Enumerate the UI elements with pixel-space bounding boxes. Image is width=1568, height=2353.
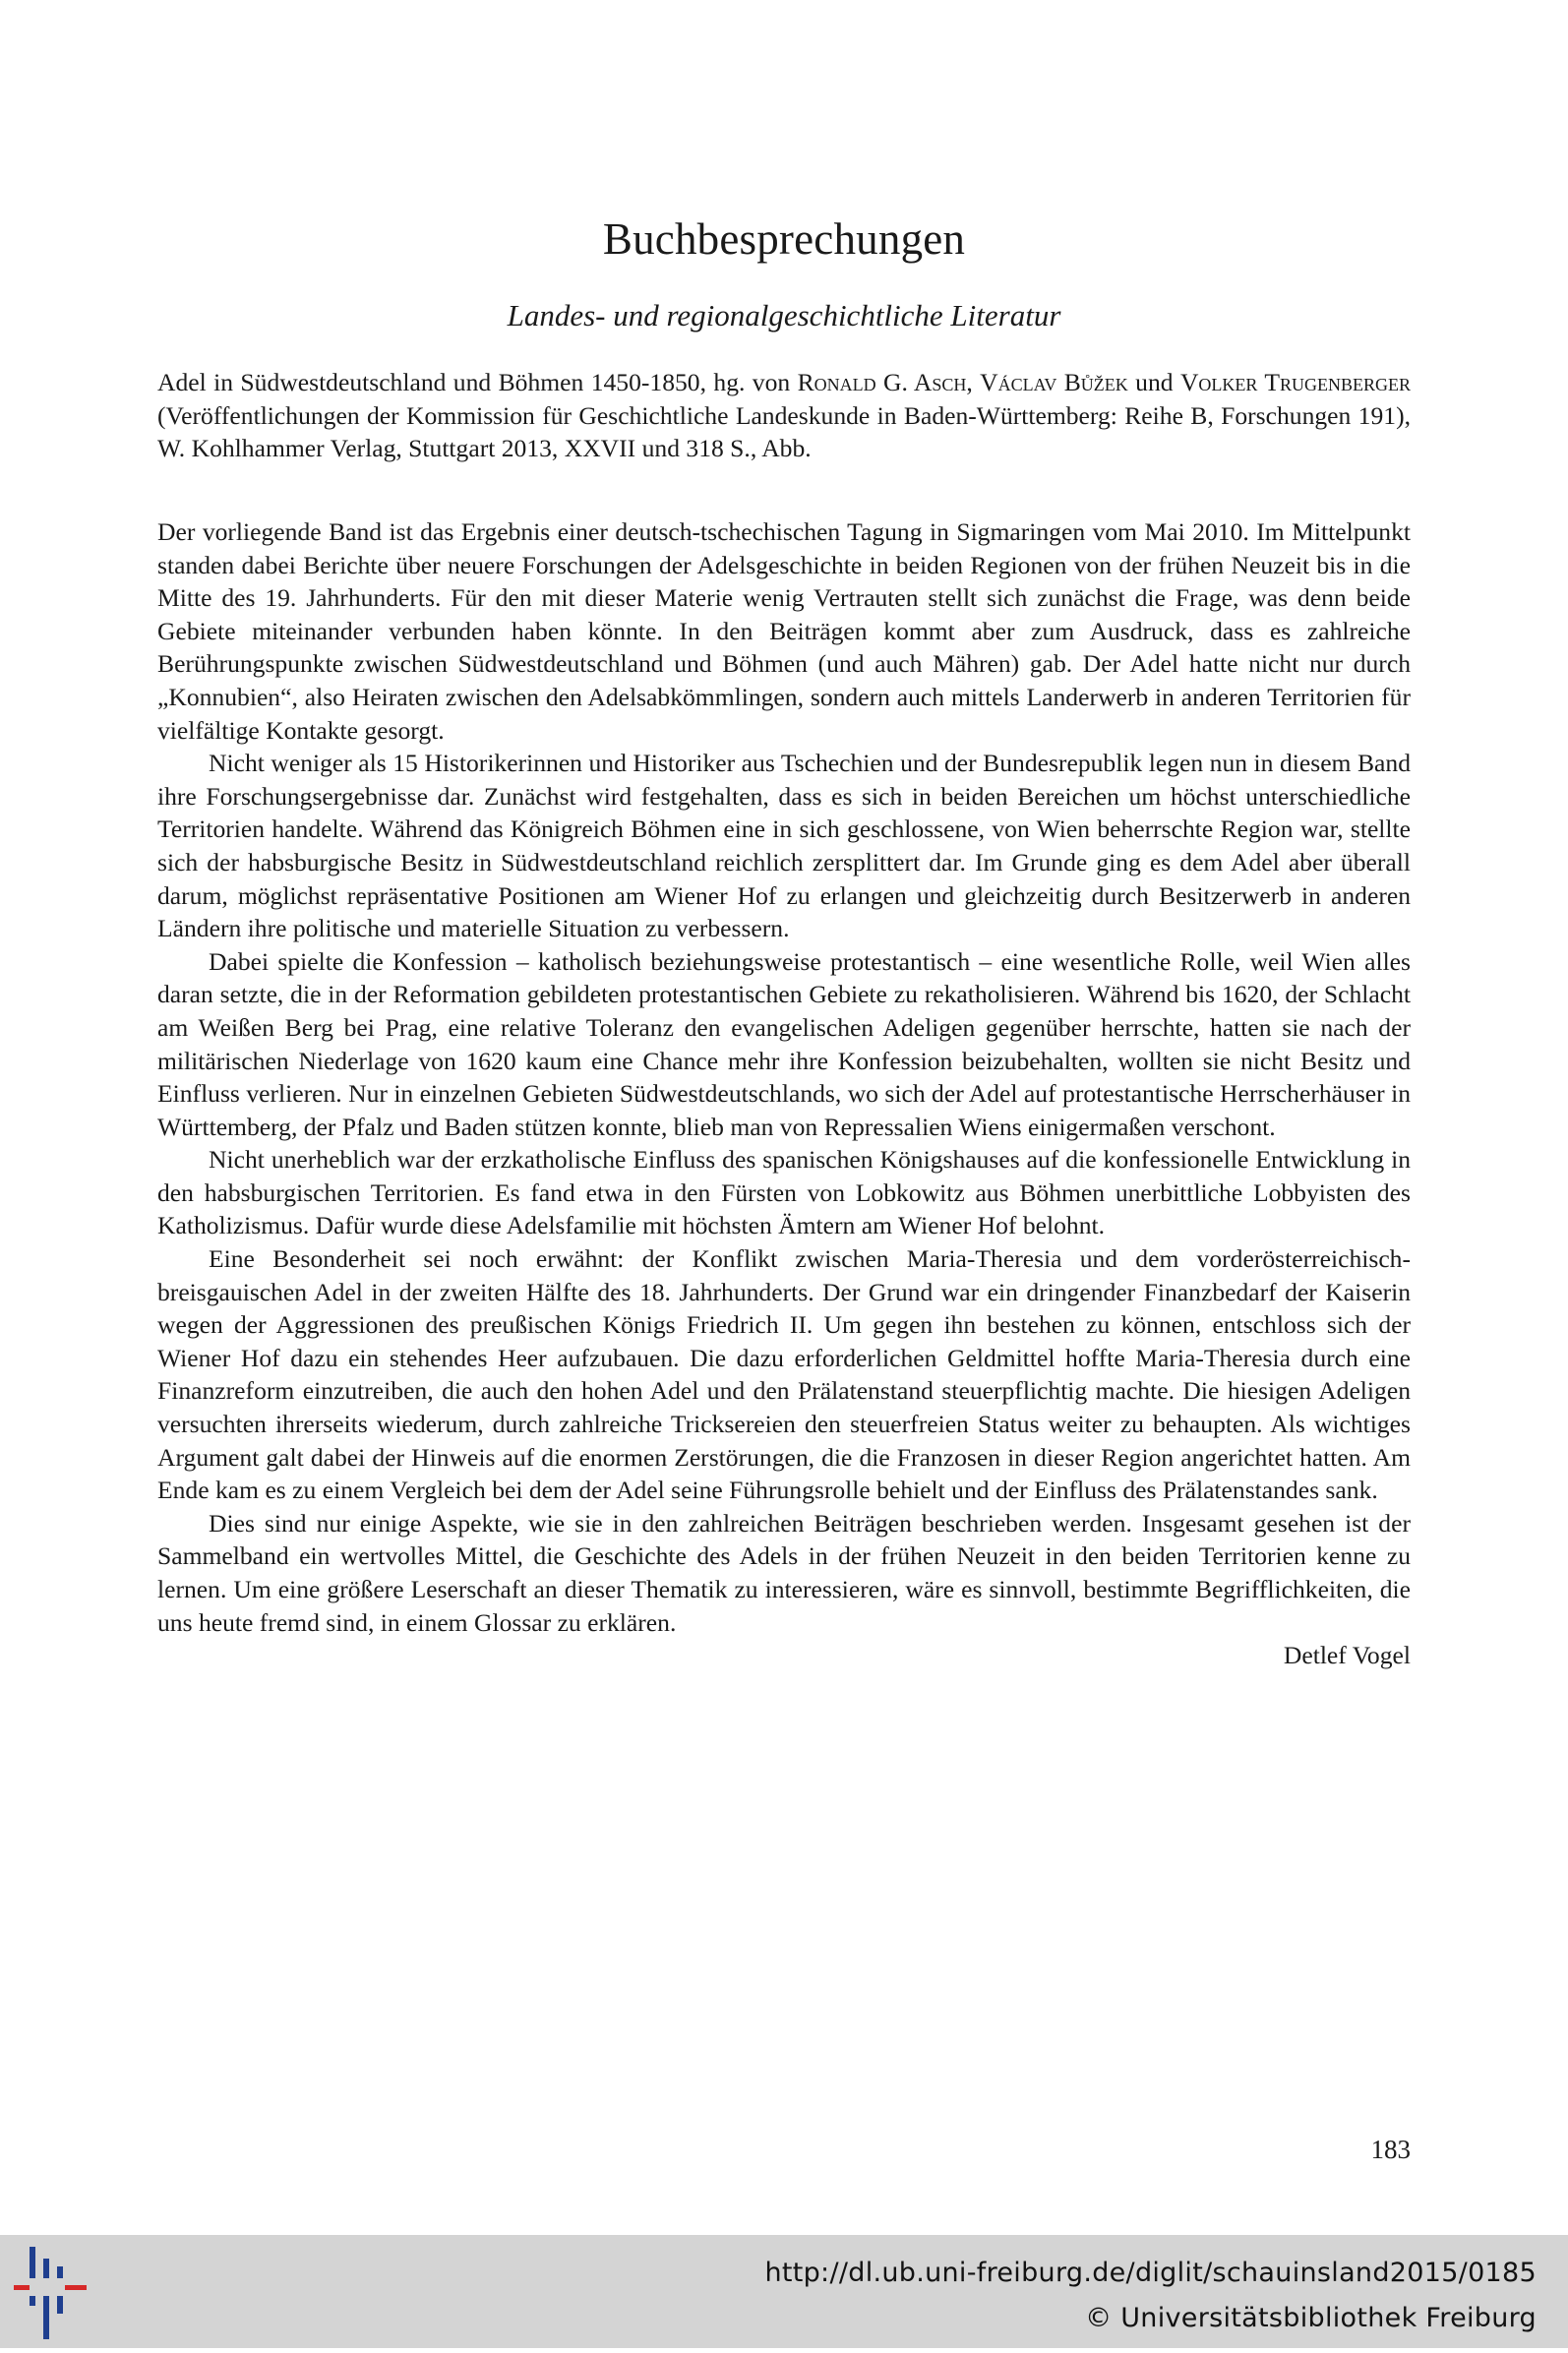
review-paragraph: Eine Besonderheit sei noch erwähnt: der Konflikt zwischen Maria-Theresia und dem vorderösterreichisch-breisgauischen Adel in der zweiten Hälfte des 18. Jahrhunderts. Der Grund war ein dringender Finanzbedarf der Kaiserin wegen der Aggressionen des preußischen Königs Friedrich II. Um gegen ihn bestehen zu können, entschloss sich der Wiener Hof dazu ein stehendes Heer aufzubauen. Die dazu erforderlichen Geldmittel hoffte Maria-Theresia durch eine Finanzreform einzutreiben, die auch den hohen Adel und den Prälatenstand steuerpflichtig machte. Die hiesigen Adeligen versuchten ihrerseits wiederum, durch zahlreiche Tricksereien den steuerfreien Status weiter zu behaupten. Als wichtiges Argument galt dabei der Hinweis auf die enormen Zerstörungen, die die Franzosen in dieser Region angerichtet hatten. Am Ende kam es zu einem Vergleich bei dem der Adel seine Führungsrolle behielt und der Einfluss des Prälatenstandes sank. xyxy=(157,1244,1411,1505)
section-title: Buchbesprechungen xyxy=(602,214,966,264)
citation-lead: Adel in Südwestdeutschland und Böhmen 1450-1850, hg. von xyxy=(157,368,798,396)
citation-details: (Veröffentlichungen der Kommission für Geschichtliche Landeskunde in Baden-Württemberg: Reihe B, Forschungen 191), W. Kohlhammer Verlag, Stuttgart 2013, XXVII und 318 S., Abb. xyxy=(157,400,1411,463)
review-paragraph: Dabei spielte die Konfession – katholisch beziehungsweise protestantisch – eine wesentliche Rolle, weil Wien alles daran setzte, die in der Reformation gebildeten protestantischen Gebiete zu rekatholisieren. Während bis 1620, der Schlacht am Weißen Berg bei Prag, eine relative Toleranz den evangelischen Adeligen gegenüber herrschte, hatten sie nach der militärischen Niederlage von 1620 kaum eine Chance mehr ihre Konfession beizubehalten, wollten sie nicht Besitz und Einfluss verlieren. Nur in einzelnen Gebieten Südwestdeutschlands, wo sich der Adel auf protestantische Herrscherhäuser in Württemberg, der Pfalz und Baden stützen konnte, blieb man von Repressalien Wiens einigermaßen verschont. xyxy=(157,946,1411,1141)
review-paragraph: Nicht weniger als 15 Historikerinnen und Historiker aus Tschechien und der Bundesrepublik legen nun in diesem Band ihre Forschungsergebnisse dar. Zunächst wird festgehalten, dass es sich in beiden Bereichen um höchst unterschiedliche Territorien handelte. Während das Königreich Böhmen eine in sich geschlossene, von Wien beherrschte Region war, stellte sich der habsburgische Besitz in Südwestdeutschland reichlich zersplittert dar. Im Grunde ging es dem Adel aber überall darum, möglichst repräsentative Positionen am Wiener Hof zu erlangen und gleichzeitig durch Besitzerwerb in anderen Ländern ihre politische und materielle Situation zu verbessern. xyxy=(157,749,1411,943)
document-url-link[interactable]: http://dl.ub.uni-freiburg.de/diglit/schauinsland2015/0185 xyxy=(764,2258,1537,2288)
review-paragraph: Dies sind nur einige Aspekte, wie sie in den zahlreichen Beiträgen beschrieben werden. Insgesamt gesehen ist der Sammelband ein wertvolles Mittel, die Geschichte des Adels in der frühen Neuzeit in den beiden Territorien kenne zu lernen. Um eine größere Leserschaft an dieser Thematik zu interessieren, wäre es sinnvoll, bestimmte Begrifflichkeiten, die uns heute fremd sind, in einem Glossar zu erklären. xyxy=(157,1508,1411,1637)
page-number: 183 xyxy=(1370,2135,1411,2164)
review-paragraph: Der vorliegende Band ist das Ergebnis einer deutsch-tschechischen Tagung in Sigmaringen vom Mai 2010. Im Mittelpunkt standen dabei Berichte über neuere Forschungen der Adelsgeschichte in beiden Regionen von der frühen Neuzeit bis in die Mitte des 19. Jahrhunderts. Für den mit dieser Materie wenig Vertrauten stellt sich zunächst die Frage, was denn beide Gebiete miteinander verbunden haben könnte. In den Beiträgen kommt aber zum Ausdruck, dass es zahlreiche Berührungspunkte zwischen Südwestdeutschland und Böhmen (und auch Mähren) gab. Der Adel hatte nicht nur durch „Konnubien“, also Heiraten zwischen den Adelsabkömmlingen, sondern auch mittels Landerwerb in anderen Territorien für vielfältige Kontakte gesorgt. xyxy=(157,517,1411,745)
citation-separator: , xyxy=(966,368,981,396)
ub-freiburg-logo-icon xyxy=(0,2235,108,2348)
editor-name: Volker Trugenberger xyxy=(1179,368,1411,396)
citation-separator: und xyxy=(1127,368,1180,396)
review-author-signature: Detlef Vogel xyxy=(1283,1641,1411,1670)
editor-name: Ronald G. Asch xyxy=(797,368,967,396)
book-citation xyxy=(157,366,1411,465)
review-paragraph: Nicht unerheblich war der erzkatholische Einfluss des spanischen Königshauses auf die konfessionelle Entwicklung in den habsburgischen Territorien. Es fand etwa in den Fürsten von Lobkowitz aus Böhmen unerbittliche Lobbyisten des Katholizismus. Dafür wurde diese Adelsfamilie mit höchsten Ämtern am Wiener Hof belohnt. xyxy=(157,1145,1411,1240)
library-footer xyxy=(0,2235,1568,2348)
review-body xyxy=(157,515,1411,1672)
copyright-notice: © Universitätsbibliothek Freiburg xyxy=(1085,2303,1537,2333)
section-subtitle: Landes- und regionalgeschichtliche Literatur xyxy=(507,298,1061,332)
editor-name: Václav Bůžek xyxy=(980,368,1128,396)
